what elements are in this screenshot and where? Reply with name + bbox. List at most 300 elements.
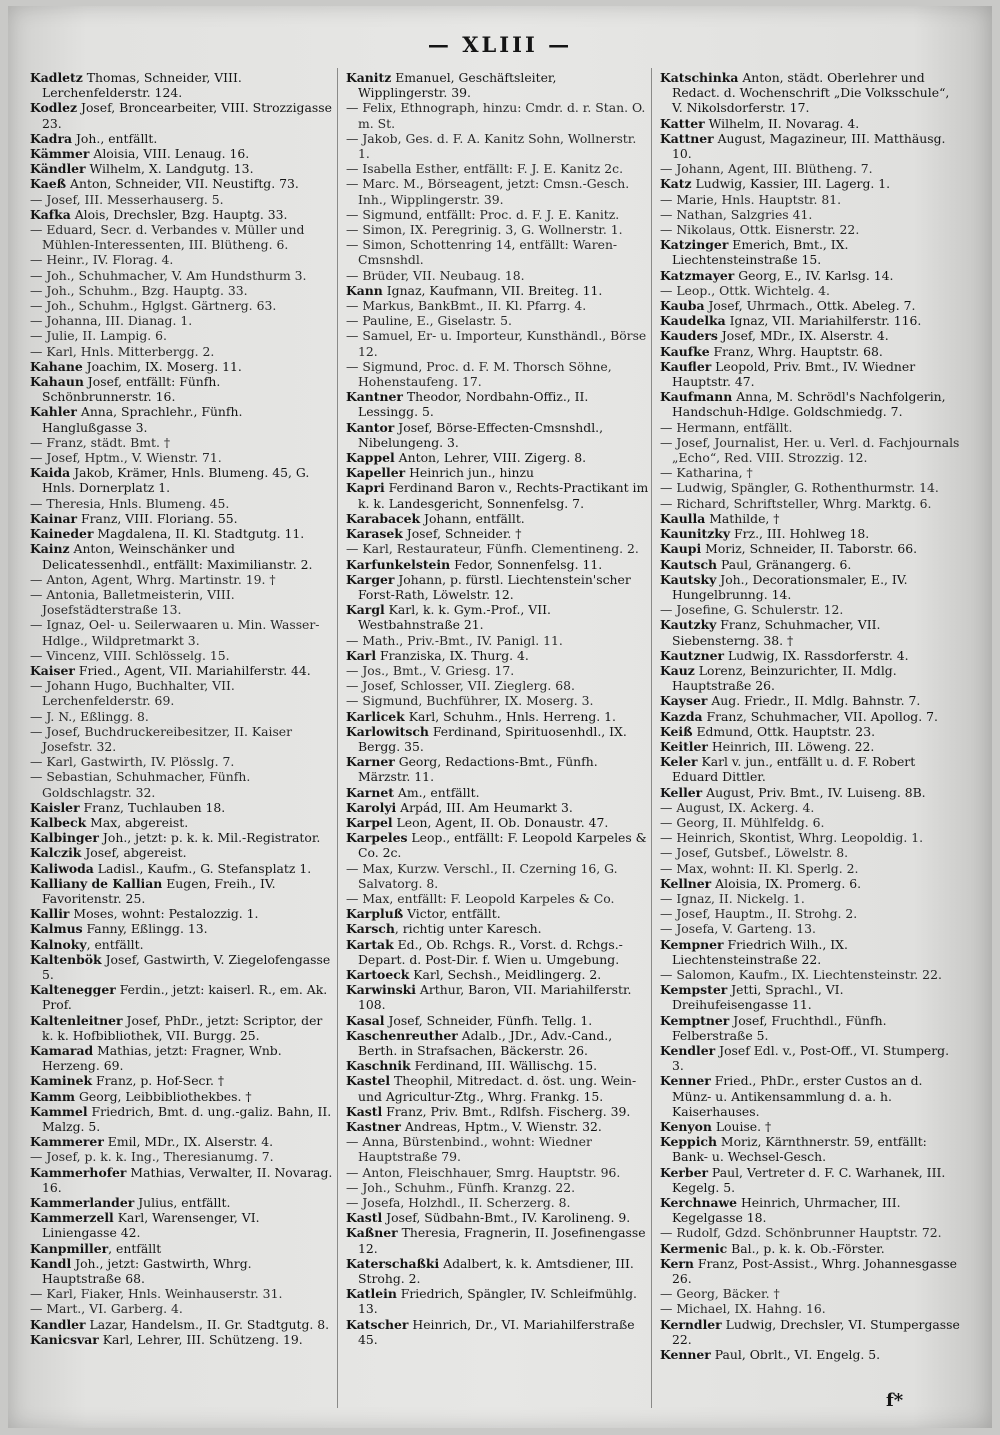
- entry-details: Franz, Schuhmacher, VII. Apollog. 7.: [702, 708, 938, 724]
- directory-entry: [346, 800, 649, 815]
- entry-surname: Kempster: [660, 982, 728, 998]
- directory-entry: [346, 557, 649, 572]
- directory-entry: [30, 465, 333, 495]
- entry-surname: Kellner: [660, 875, 712, 891]
- entry-surname: Kaliwoda: [30, 860, 94, 876]
- directory-entry: [660, 724, 963, 739]
- entry-surname: Kargl: [346, 602, 385, 618]
- directory-entry: [346, 283, 649, 298]
- entry-details: — Anton, Fleischhauer, Smrg. Hauptstr. 96.: [346, 1164, 621, 1180]
- entry-surname: Kahane: [30, 358, 83, 374]
- entry-details: — Michael, IX. Hahng. 16.: [660, 1301, 826, 1317]
- entry-details: — Max, entfällt: F. Leopold Karpeles & Co.: [346, 890, 615, 906]
- entry-details: — Josef, p. k. k. Ing., Theresianumg. 7.: [30, 1149, 274, 1165]
- entry-details: — Ignaz, II. Nickelg. 1.: [660, 890, 805, 906]
- directory-sub-entry: [346, 268, 649, 283]
- entry-details: Ludwig, Kassier, III. Lagerg. 1.: [691, 176, 891, 192]
- directory-entry: [660, 116, 963, 131]
- entry-details: — Joh., Schuhm., Bzg. Hauptg. 33.: [30, 282, 248, 298]
- directory-entry: [346, 389, 649, 419]
- entry-surname: Kandler: [30, 1316, 86, 1332]
- entry-details: — Georg, II. Mühlfeldg. 6.: [660, 814, 825, 830]
- entry-details: Lorenz, Beinzurichter, II. Mdlg. Hauptstraße 26.: [672, 662, 897, 694]
- entry-details: Franz, VIII. Floriang. 55.: [77, 510, 238, 526]
- directory-entry: [30, 800, 333, 815]
- entry-details: Ferdinand Baron v., Rechts-Practikant im k. k. Landesgericht, Sonnenfelsg. 7.: [358, 480, 649, 511]
- entry-surname: Kaschnik: [346, 1058, 411, 1074]
- entry-details: — Sebastian, Schuhmacher, Fünfh. Goldschlagstr. 32.: [30, 769, 251, 800]
- directory-entry: [30, 1104, 333, 1134]
- entry-surname: Kerber: [660, 1164, 708, 1180]
- entry-details: — Josef, Gutsbef., Löwelstr. 8.: [660, 845, 849, 861]
- directory-sub-entry: [30, 496, 333, 511]
- entry-details: — Hermann, entfällt.: [660, 419, 793, 435]
- directory-sub-entry: [346, 222, 649, 237]
- directory-entry: [660, 1073, 963, 1119]
- entry-surname: Katschinka: [660, 70, 739, 85]
- directory-sub-entry: [346, 359, 649, 389]
- entry-details: — Josef, Hptm., V. Wienstr. 71.: [30, 450, 222, 466]
- directory-entry: [660, 876, 963, 891]
- directory-entry: [30, 100, 333, 130]
- entry-details: — Mart., VI. Garberg. 4.: [30, 1301, 183, 1317]
- entry-details: Joh., Decorationsmaler, E., IV. Hungelbrunng. 14.: [672, 571, 908, 602]
- entry-details: — Brüder, VII. Neubaug. 18.: [346, 267, 525, 283]
- directory-sub-entry: [346, 678, 649, 693]
- directory-sub-entry: [30, 709, 333, 724]
- entry-details: — Josef, III. Messerhauserg. 5.: [30, 191, 224, 207]
- entry-details: Ferdinand, III. Wällischg. 15.: [410, 1058, 598, 1074]
- directory-entry: [346, 526, 649, 541]
- directory-sub-entry: [660, 1286, 963, 1301]
- directory-sub-entry: [660, 465, 963, 480]
- entry-surname: Kaltenegger: [30, 982, 116, 998]
- directory-entry: [346, 511, 649, 526]
- directory-entry: [660, 541, 963, 556]
- directory-column-1: [30, 70, 333, 1410]
- entry-surname: Kastl: [346, 1103, 383, 1119]
- entry-surname: Kalnoky: [30, 936, 87, 952]
- entry-details: Theodor, Nordbahn-Offiz., II. Lessingg. 5.: [358, 389, 589, 420]
- directory-sub-entry: [30, 617, 333, 647]
- entry-surname: Kapri: [346, 480, 385, 496]
- directory-entry: [30, 176, 333, 191]
- directory-entry: [30, 982, 333, 1012]
- directory-entry: [30, 1165, 333, 1195]
- directory-entry: [346, 906, 649, 921]
- directory-entry: [346, 602, 649, 632]
- directory-sub-entry: [660, 800, 963, 815]
- entry-surname: Kasal: [346, 1012, 385, 1028]
- entry-surname: Karner: [346, 754, 395, 770]
- entry-details: Karl, Sechsh., Meidlingerg. 2.: [409, 966, 602, 982]
- entry-details: Josef, Schneider. †: [402, 526, 522, 542]
- entry-surname: Kahaun: [30, 374, 84, 390]
- directory-sub-entry: [660, 921, 963, 936]
- directory-entry: [346, 572, 649, 602]
- entry-details: Fried., PhDr., erster Custos an d. Münz- u. Antikensammlung d. a. h. Kaiserhauses.: [672, 1073, 923, 1119]
- entry-details: Arpád, III. Am Heumarkt 3.: [396, 799, 573, 815]
- directory-entry: [30, 1089, 333, 1104]
- entry-details: Fanny, Eßlingg. 13.: [82, 921, 208, 937]
- directory-entry: [660, 663, 963, 693]
- entry-details: — Josef, Schlosser, VII. Zieglerg. 68.: [346, 678, 575, 694]
- entry-details: Johann, entfällt.: [420, 510, 525, 526]
- entry-surname: Kann: [346, 282, 383, 298]
- directory-sub-entry: [660, 480, 963, 495]
- entry-details: Wilhelm, II. Novarag. 4.: [704, 115, 860, 131]
- entry-details: — Markus, BankBmt., II. Kl. Pfarrg. 4.: [346, 298, 587, 314]
- directory-entry: [30, 374, 333, 404]
- directory-entry: [346, 420, 649, 450]
- entry-details: — Math., Priv.-Bmt., IV. Panigl. 11.: [346, 632, 563, 648]
- entry-surname: Kaiser: [30, 662, 75, 678]
- entry-details: — Salomon, Kaufm., IX. Liechtensteinstr. 22.: [660, 966, 942, 982]
- directory-sub-entry: [30, 587, 333, 617]
- entry-details: Ed., Ob. Rchgs. R., Vorst. d. Rchgs.-Depart. d. Post-Dir. f. Wien u. Umgebung.: [358, 936, 623, 967]
- entry-details: Eugen, Freih., IV. Favoritenstr. 25.: [42, 875, 276, 906]
- entry-surname: Kaeß: [30, 176, 67, 192]
- directory-sub-entry: [30, 222, 333, 252]
- entry-details: — Katharina, †: [660, 465, 753, 481]
- entry-surname: Kaufke: [660, 343, 710, 359]
- entry-surname: Kemptner: [660, 1012, 730, 1028]
- entry-details: Friedrich, Spängler, IV. Schleifmühlg. 13.: [358, 1286, 637, 1317]
- entry-details: — Sigmund, entfällt: Proc. d. F. J. E. Kanitz.: [346, 206, 620, 222]
- entry-details: Mathias, jetzt: Fragner, Wnb. Herzeng. 69.: [42, 1043, 282, 1074]
- column-divider: [651, 68, 652, 1408]
- directory-entry: [30, 404, 333, 434]
- entry-details: Josef, entfällt: Fünfh. Schönbrunnerstr. 16.: [42, 374, 221, 405]
- directory-entry: [346, 648, 649, 663]
- entry-details: — Simon, IX. Peregrinig. 3, G. Wollnerstr. 1.: [346, 222, 623, 238]
- directory-entry: [660, 511, 963, 526]
- directory-entry: [660, 693, 963, 708]
- directory-sub-entry: [30, 724, 333, 754]
- entry-details: Mathilde, †: [705, 510, 780, 526]
- entry-surname: Kerndler: [660, 1316, 722, 1332]
- entry-surname: Kazda: [660, 708, 703, 724]
- entry-surname: Kahler: [30, 404, 77, 420]
- directory-entry: [30, 845, 333, 860]
- entry-surname: Kermenic: [660, 1240, 728, 1256]
- entry-surname: Kandl: [30, 1255, 72, 1271]
- directory-entry: [660, 648, 963, 663]
- directory-sub-entry: [660, 435, 963, 465]
- entry-details: Anton, Lehrer, VIII. Zigerg. 8.: [394, 450, 587, 466]
- entry-details: Georg, Redactions-Bmt., Fünfh. Märzstr. 11.: [358, 754, 598, 785]
- directory-entry: [660, 1165, 963, 1195]
- entry-surname: Kanitz: [346, 70, 392, 85]
- entry-details: — Johanna, III. Dianag. 1.: [30, 313, 193, 329]
- entry-details: — Franz, städt. Bmt. †: [30, 434, 171, 450]
- directory-entry: [660, 359, 963, 389]
- entry-details: Julius, entfällt.: [134, 1195, 231, 1211]
- entry-surname: Katz: [660, 176, 692, 192]
- entry-details: Johann, p. fürstl. Liechtenstein'scher Forst-Rath, Löwelstr. 12.: [358, 571, 631, 602]
- entry-details: Heinrich, Uhrmacher, III. Kegelgasse 18.: [672, 1195, 901, 1226]
- entry-surname: Kauders: [660, 328, 718, 344]
- directory-entry: [660, 298, 963, 313]
- page-number-header: — XLIII —: [427, 32, 573, 57]
- entry-details: , richtig unter Karesch.: [394, 921, 542, 937]
- entry-details: Magdalena, II. Kl. Stadtgutg. 11.: [93, 526, 305, 542]
- entry-details: Lazar, Handelsm., II. Gr. Stadtgutg. 8.: [85, 1316, 330, 1332]
- entry-details: Josef, PhDr., jetzt: Scriptor, der k. k. Hofbibliothek, VII. Burgg. 25.: [42, 1012, 323, 1043]
- directory-entry: [30, 861, 333, 876]
- directory-entry: [30, 161, 333, 176]
- directory-entry: [30, 1332, 333, 1347]
- directory-sub-entry: [660, 161, 963, 176]
- entry-details: Franziska, IX. Thurg. 4.: [376, 647, 529, 663]
- directory-entry: [30, 937, 333, 952]
- directory-sub-entry: [346, 1180, 649, 1195]
- entry-details: Aug. Friedr., II. Mdlg. Bahnstr. 7.: [707, 693, 921, 709]
- directory-sub-entry: [660, 830, 963, 845]
- entry-surname: Karsch: [346, 921, 395, 937]
- entry-details: Edmund, Ottk. Hauptstr. 23.: [692, 723, 876, 739]
- entry-details: — Heinrich, Skontist, Whrg. Leopoldig. 1.: [660, 830, 924, 846]
- entry-details: — Eduard, Secr. d. Verbandes v. Müller und Mühlen-Interessenten, III. Blütheng. 6.: [30, 222, 305, 253]
- entry-details: Josef, Uhrmach., Ottk. Abeleg. 7.: [704, 298, 916, 314]
- entry-details: Josef, Gastwirth, V. Ziegelofengasse 5.: [42, 951, 331, 982]
- directory-entry: [346, 1013, 649, 1028]
- directory-sub-entry: [346, 161, 649, 176]
- directory-sub-entry: [660, 1225, 963, 1240]
- entry-details: — Marc. M., Börseagent, jetzt: Cmsn.-Gesch. Inh., Wipplingerstr. 39.: [346, 176, 630, 207]
- entry-surname: Kaisler: [30, 799, 80, 815]
- entry-details: — Marie, Hnls. Hauptstr. 81.: [660, 191, 842, 207]
- entry-surname: Kaufler: [660, 358, 712, 374]
- directory-entry: [30, 1013, 333, 1043]
- directory-entry: [660, 785, 963, 800]
- entry-details: Heinrich jun., hinzu: [405, 465, 534, 481]
- directory-entry: [346, 1256, 649, 1286]
- directory-sub-entry: [30, 192, 333, 207]
- directory-entry: [346, 450, 649, 465]
- entry-surname: Kerchnawe: [660, 1195, 738, 1211]
- entry-details: Josef, Südbahn-Bmt., IV. Karolineng. 9.: [382, 1210, 631, 1226]
- entry-details: — Sigmund, Proc. d. F. M. Thorsch Söhne, Hohenstaufeng. 17.: [346, 358, 612, 390]
- directory-entry: [346, 709, 649, 724]
- entry-details: — Karl, Gastwirth, IV. Plösslg. 7.: [30, 754, 235, 770]
- entry-details: — Sigmund, Buchführer, IX. Moserg. 3.: [346, 693, 594, 709]
- directory-sub-entry: [30, 1149, 333, 1164]
- directory-entry: [660, 176, 963, 191]
- entry-details: Karl v. jun., entfällt u. d. F. Robert Eduard Dittler.: [672, 754, 916, 785]
- directory-sub-entry: [660, 906, 963, 921]
- directory-sub-entry: [30, 313, 333, 328]
- entry-details: — Antonia, Balletmeisterin, VIII. Josefstädterstraße 13.: [30, 586, 235, 618]
- directory-sub-entry: [30, 268, 333, 283]
- entry-details: Ignaz, VII. Mariahilferstr. 116.: [725, 313, 922, 329]
- entry-details: — Jakob, Ges. d. F. A. Kanitz Sohn, Wollnerstr. 1.: [346, 130, 637, 162]
- directory-entry: [660, 1241, 963, 1256]
- entry-surname: Kastner: [346, 1119, 401, 1135]
- directory-entry: [30, 359, 333, 374]
- directory-column-2: [346, 70, 649, 1410]
- entry-surname: Karlicek: [346, 708, 405, 724]
- directory-entry: [660, 1013, 963, 1043]
- directory-entry: [346, 1317, 649, 1347]
- directory-entry: [346, 1225, 649, 1255]
- directory-sub-entry: [30, 298, 333, 313]
- directory-entry: [30, 131, 333, 146]
- entry-surname: Kantor: [346, 419, 395, 435]
- entry-details: Fried., Agent, VII. Mariahilferstr. 44.: [74, 662, 311, 678]
- directory-entry: [660, 344, 963, 359]
- entry-details: Franz, Whrg. Hauptstr. 68.: [709, 343, 883, 359]
- entry-details: — Joh., Schuhm., Fünfh. Kranzg. 22.: [346, 1179, 576, 1195]
- entry-surname: Karger: [346, 571, 395, 587]
- entry-details: Joh., entfällt.: [72, 130, 158, 146]
- entry-details: Emanuel, Geschäftsleiter, Wipplingerstr. 39.: [358, 70, 557, 101]
- directory-page: [8, 6, 992, 1428]
- entry-surname: Kayser: [660, 693, 708, 709]
- directory-sub-entry: [660, 815, 963, 830]
- entry-details: Franz, p. Hof-Secr. †: [92, 1073, 225, 1089]
- directory-entry: [346, 1073, 649, 1103]
- entry-details: Aloisia, VIII. Lenaug. 16.: [89, 146, 250, 162]
- directory-sub-entry: [30, 450, 333, 465]
- directory-entry: [660, 739, 963, 754]
- directory-sub-entry: [660, 845, 963, 860]
- entry-surname: Kaltenleitner: [30, 1012, 123, 1028]
- entry-details: Paul, Gränangerg. 6.: [717, 556, 852, 572]
- entry-surname: Kadletz: [30, 70, 83, 85]
- directory-entry: [346, 785, 649, 800]
- entry-surname: Karlowitsch: [346, 723, 429, 739]
- entry-details: — Nathan, Salzgries 41.: [660, 206, 813, 222]
- directory-entry: [30, 1210, 333, 1240]
- entry-surname: Kammerlander: [30, 1195, 135, 1211]
- entry-details: Andreas, Hptm., V. Wienstr. 32.: [400, 1119, 602, 1135]
- entry-details: Ladisl., Kaufm., G. Stefansplatz 1.: [93, 860, 312, 876]
- entry-details: — Ludwig, Spängler, G. Rothenthurmstr. 14.: [660, 480, 939, 496]
- directory-sub-entry: [660, 192, 963, 207]
- entry-surname: Karolyi: [346, 799, 397, 815]
- directory-entry: [30, 541, 333, 571]
- entry-details: Ludwig, IX. Rassdorferstr. 4.: [724, 647, 909, 663]
- entry-details: Fedor, Sonnenfelsg. 11.: [450, 556, 603, 572]
- directory-entry: [30, 906, 333, 921]
- entry-surname: Katzmayer: [660, 267, 735, 283]
- directory-sub-entry: [346, 1165, 649, 1180]
- entry-details: — Johann, Agent, III. Blütheng. 7.: [660, 161, 873, 177]
- entry-details: Anton, städt. Oberlehrer und Redact. d. Wochenschrift „Die Volksschule“, V. Nikolsdorferstr. 17.: [672, 70, 950, 116]
- entry-details: Theophil, Mitredact. d. öst. ung. Wein- und Agricultur-Ztg., Whrg. Frankg. 15.: [358, 1073, 637, 1104]
- entry-surname: Kartak: [346, 936, 394, 952]
- entry-details: — Josef, Hauptm., II. Strohg. 2.: [660, 906, 858, 922]
- directory-entry: [660, 754, 963, 784]
- entry-surname: Kaupi: [660, 541, 702, 557]
- entry-surname: Kautsky: [660, 571, 717, 587]
- directory-sub-entry: [346, 131, 649, 161]
- directory-entry: [30, 1241, 333, 1256]
- entry-surname: Katter: [660, 115, 705, 131]
- directory-entry: [30, 207, 333, 222]
- directory-sub-entry: [30, 1286, 333, 1301]
- entry-details: Karl, Lehrer, III. Schützeng. 19.: [98, 1331, 303, 1347]
- entry-surname: Kammel: [30, 1103, 88, 1119]
- entry-surname: Kenner: [660, 1347, 711, 1363]
- directory-entry: [30, 146, 333, 161]
- entry-details: Paul, Vertreter d. F. C. Warhanek, III. Kegelg. 5.: [672, 1164, 946, 1195]
- directory-sub-entry: [346, 207, 649, 222]
- entry-details: Anna, Sprachlehr., Fünfh. Hanglußgasse 3.: [42, 404, 243, 435]
- entry-details: August, Priv. Bmt., IV. Luiseng. 8B.: [702, 784, 926, 800]
- directory-entry: [346, 1286, 649, 1316]
- directory-sub-entry: [346, 100, 649, 130]
- entry-details: , entfällt.: [86, 936, 144, 952]
- entry-details: Emil, MDr., IX. Alserstr. 4.: [103, 1134, 274, 1150]
- directory-entry: [660, 1119, 963, 1134]
- directory-sub-entry: [660, 283, 963, 298]
- entry-details: Adalb., JDr., Adv.-Cand., Berth. in Strafsachen, Bäckerstr. 26.: [358, 1027, 613, 1058]
- entry-surname: Kallir: [30, 906, 70, 922]
- column-divider: [337, 68, 338, 1408]
- entry-details: Karl, Warensenger, VI. Liniengasse 42.: [42, 1210, 260, 1241]
- entry-details: Emerich, Bmt., IX. Liechtensteinstraße 15.: [672, 237, 849, 268]
- entry-details: — Joh., Schuhmacher, V. Am Hundsthurm 3.: [30, 267, 307, 283]
- entry-surname: Karpeles: [346, 830, 408, 846]
- entry-details: — Karl, Restaurateur, Fünfh. Clementineng. 2.: [346, 541, 639, 557]
- directory-sub-entry: [346, 633, 649, 648]
- directory-sub-entry: [30, 648, 333, 663]
- entry-details: Franz, Post-Assist., Whrg. Johannesgasse 26.: [672, 1255, 958, 1287]
- entry-details: Ferdin., jetzt: kaiserl. R., em. Ak. Prof.: [42, 982, 328, 1013]
- directory-entry: [346, 982, 649, 1012]
- directory-sub-entry: [660, 891, 963, 906]
- entry-details: Frz., III. Hohlweg 18.: [730, 526, 870, 542]
- entry-surname: Kaltenbök: [30, 951, 102, 967]
- directory-entry: [660, 709, 963, 724]
- entry-details: Moses, wohnt: Pestalozzig. 1.: [69, 906, 259, 922]
- entry-details: Georg, E., IV. Karlsg. 14.: [734, 267, 894, 283]
- entry-surname: Kammerzell: [30, 1210, 114, 1226]
- entry-surname: Kempner: [660, 936, 724, 952]
- directory-entry: [660, 1134, 963, 1164]
- entry-surname: Katscher: [346, 1316, 409, 1332]
- entry-details: Wilhelm, X. Landgutg. 13.: [85, 161, 254, 177]
- entry-details: — Vincenz, VIII. Schlösselg. 15.: [30, 647, 230, 663]
- directory-entry: [30, 70, 333, 100]
- entry-details: Ignaz, Kaufmann, VII. Breiteg. 11.: [382, 282, 603, 298]
- entry-surname: Kern: [660, 1255, 694, 1271]
- entry-details: Heinrich, Dr., VI. Mariahilferstraße 45.: [358, 1316, 635, 1347]
- directory-entry: [660, 1317, 963, 1347]
- directory-sub-entry: [30, 344, 333, 359]
- directory-entry: [346, 921, 649, 936]
- directory-entry: [346, 70, 649, 100]
- entry-details: — Josefa, V. Garteng. 13.: [660, 921, 816, 937]
- entry-surname: Kamm: [30, 1088, 76, 1104]
- entry-details: Josef, Fruchthdl., Fünfh. Felberstraße 5.: [672, 1012, 887, 1043]
- directory-entry: [346, 815, 649, 830]
- entry-surname: Kapeller: [346, 465, 406, 481]
- entry-surname: Katerschaßki: [346, 1255, 440, 1271]
- entry-surname: Kanpmiller: [30, 1240, 109, 1256]
- directory-entry: [660, 572, 963, 602]
- entry-details: Arthur, Baron, VII. Mariahilferstr. 108.: [358, 982, 632, 1013]
- entry-details: Joh., jetzt: p. k. k. Mil.-Registrator.: [98, 830, 321, 846]
- entry-details: Mathias, Verwalter, II. Novarag. 16.: [42, 1164, 333, 1195]
- directory-entry: [660, 389, 963, 419]
- entry-details: — Isabella Esther, entfällt: F. J. E. Kanitz 2c.: [346, 161, 624, 177]
- entry-surname: Kaida: [30, 465, 71, 481]
- entry-surname: Kainz: [30, 541, 70, 557]
- entry-surname: Keler: [660, 754, 698, 770]
